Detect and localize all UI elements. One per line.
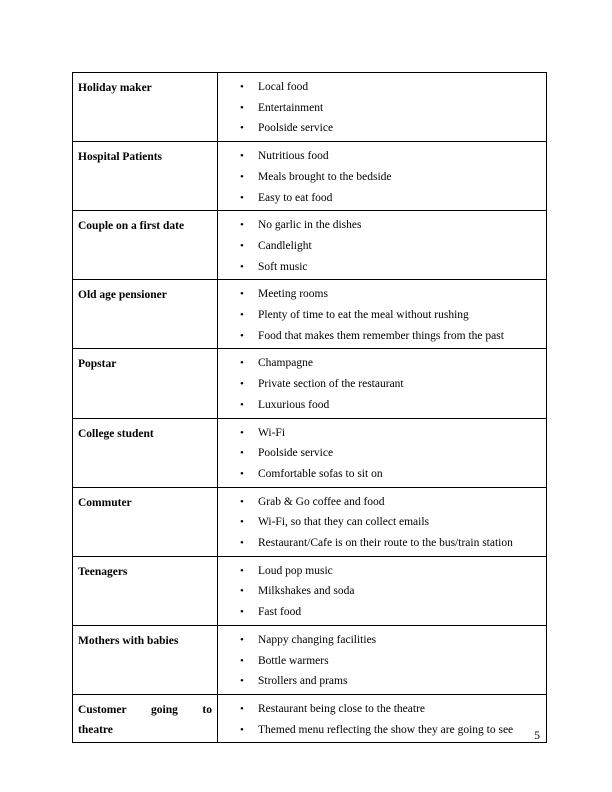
want-text: No garlic in the dishes	[258, 219, 362, 232]
want-text: Bottle warmers	[258, 654, 329, 667]
list-item	[218, 188, 542, 209]
list-item	[218, 423, 542, 444]
customer-type-label	[73, 695, 217, 740]
bullet-icon: •	[240, 585, 244, 598]
customer-type-cell	[73, 556, 218, 625]
table-row	[73, 349, 547, 418]
list-item	[218, 284, 542, 305]
customer-type-cell	[73, 73, 218, 142]
bullet-icon: •	[240, 219, 244, 232]
customer-type-label: Old age pensioner	[78, 289, 167, 302]
want-text: Wi-Fi, so that they can collect emails	[258, 516, 430, 529]
customer-type-line-2: theatre	[78, 723, 113, 736]
list-item	[218, 77, 542, 98]
customer-type-label: Commuter	[78, 496, 132, 509]
customer-type-cell	[73, 625, 218, 694]
list-item	[218, 492, 542, 513]
list-item	[218, 215, 542, 236]
list-item	[218, 630, 542, 651]
wants-list	[218, 349, 546, 417]
wants-list	[218, 557, 546, 625]
bullet-icon: •	[240, 170, 244, 183]
customer-type-label: Popstar	[78, 358, 117, 371]
bullet-icon: •	[240, 606, 244, 619]
wants-list	[218, 419, 546, 487]
bullet-icon: •	[240, 357, 244, 370]
bullet-icon: •	[240, 81, 244, 93]
table-row	[73, 73, 547, 142]
customer-wants-cell	[218, 349, 547, 418]
list-item	[218, 167, 542, 188]
want-text: Poolside service	[258, 122, 334, 135]
list-item	[218, 561, 542, 582]
list-item	[218, 443, 542, 464]
list-item	[218, 305, 542, 326]
want-text: Grab & Go coffee and food	[258, 495, 385, 508]
bullet-icon: •	[240, 101, 244, 114]
want-text: Themed menu reflecting the show they are going to see	[258, 723, 514, 736]
list-item	[218, 374, 542, 395]
wants-list	[218, 211, 546, 279]
customer-type-cell	[73, 349, 218, 418]
want-text: Candlelight	[258, 239, 312, 252]
customer-type-cell	[73, 142, 218, 211]
customer-wants-cell	[218, 487, 547, 556]
want-text: Private section of the restaurant	[258, 378, 404, 391]
bullet-icon: •	[240, 378, 244, 391]
table-row	[73, 280, 547, 349]
list-item	[218, 146, 542, 167]
list-item	[218, 699, 542, 720]
customer-wants-cell	[218, 556, 547, 625]
list-item	[218, 257, 542, 278]
customer-wants-cell	[218, 694, 547, 742]
list-item	[218, 671, 542, 692]
bullet-icon: •	[240, 191, 244, 204]
bullet-icon: •	[240, 516, 244, 529]
want-text: Soft music	[258, 260, 308, 273]
customer-wants-cell	[218, 73, 547, 142]
want-text: Champagne	[258, 357, 313, 370]
customer-wants-cell	[218, 142, 547, 211]
customer-wants-cell	[218, 211, 547, 280]
customer-type-word: to	[202, 703, 212, 716]
want-text: Luxurious food	[258, 398, 330, 411]
bullet-icon: •	[240, 426, 244, 439]
bullet-icon: •	[240, 122, 244, 135]
list-item	[218, 720, 542, 741]
wants-list	[218, 280, 546, 348]
list-item	[218, 98, 542, 119]
want-text: Comfortable sofas to sit on	[258, 467, 383, 480]
want-text: Meals brought to the bedside	[258, 170, 392, 183]
customer-wants-cell	[218, 280, 547, 349]
want-text: Entertainment	[258, 101, 324, 114]
customer-type-label: Holiday maker	[78, 82, 152, 94]
want-text: Wi-Fi	[258, 426, 286, 439]
want-text: Restaurant/Cafe is on their route to the bus/train station	[258, 537, 513, 550]
want-text: Plenty of time to eat the meal without rushing	[258, 309, 469, 322]
wants-list	[218, 73, 546, 141]
customer-wants-cell	[218, 418, 547, 487]
bullet-icon: •	[240, 467, 244, 480]
want-text: Meeting rooms	[258, 288, 328, 301]
table-row	[73, 487, 547, 556]
customer-wants-cell	[218, 625, 547, 694]
bullet-icon: •	[240, 239, 244, 252]
want-text: Poolside service	[258, 447, 334, 460]
page-number: 5	[534, 730, 540, 742]
want-text: Local food	[258, 81, 309, 93]
table-row	[73, 142, 547, 211]
wants-list	[218, 488, 546, 556]
want-text: Milkshakes and soda	[258, 585, 355, 598]
customer-type-label: Couple on a first date	[78, 220, 185, 233]
customer-type-word: going	[151, 703, 178, 716]
list-item	[218, 118, 542, 139]
list-item	[218, 464, 542, 485]
want-text: Loud pop music	[258, 564, 333, 577]
customer-type-word: Customer	[78, 703, 127, 716]
list-item	[218, 581, 542, 602]
wants-list	[218, 695, 546, 742]
wants-list	[218, 142, 546, 210]
wants-list	[218, 626, 546, 694]
customer-type-cell	[73, 694, 218, 742]
list-item	[218, 236, 542, 257]
want-text: Easy to eat food	[258, 191, 333, 204]
bullet-icon: •	[240, 260, 244, 273]
customer-type-cell	[73, 418, 218, 487]
bullet-icon: •	[240, 495, 244, 508]
bullet-icon: •	[240, 288, 244, 301]
bullet-icon: •	[240, 309, 244, 322]
want-text: Nutritious food	[258, 150, 329, 163]
table-row	[73, 556, 547, 625]
want-text: Restaurant being close to the theatre	[258, 702, 426, 715]
customer-type-label: College student	[78, 427, 154, 440]
list-item	[218, 353, 542, 374]
customer-needs-table	[72, 72, 547, 743]
bullet-icon: •	[240, 723, 244, 736]
want-text: Nappy changing facilities	[258, 633, 377, 646]
bullet-icon: •	[240, 633, 244, 646]
table-row	[73, 418, 547, 487]
customer-type-label: Hospital Patients	[78, 151, 163, 164]
list-item	[218, 651, 542, 672]
customer-type-label: Teenagers	[78, 565, 128, 578]
bullet-icon: •	[240, 150, 244, 163]
customer-type-cell	[73, 280, 218, 349]
bullet-icon: •	[240, 537, 244, 550]
table-row	[73, 625, 547, 694]
want-text: Fast food	[258, 606, 302, 619]
bullet-icon: •	[240, 654, 244, 667]
bullet-icon: •	[240, 564, 244, 577]
bullet-icon: •	[240, 447, 244, 460]
list-item	[218, 533, 542, 554]
customer-type-line	[78, 700, 212, 720]
list-item	[218, 326, 542, 347]
bullet-icon: •	[240, 675, 244, 688]
customer-type-cell	[73, 487, 218, 556]
bullet-icon: •	[240, 398, 244, 411]
bullet-icon: •	[240, 702, 244, 715]
want-text: Strollers and prams	[258, 675, 348, 688]
customer-type-label: Mothers with babies	[78, 634, 179, 647]
list-item	[218, 602, 542, 623]
bullet-icon: •	[240, 329, 244, 342]
list-item	[218, 512, 542, 533]
list-item	[218, 395, 542, 416]
customer-type-cell	[73, 211, 218, 280]
table-row	[73, 694, 547, 742]
want-text: Food that makes them remember things from the past	[258, 329, 504, 342]
table-row	[73, 211, 547, 280]
